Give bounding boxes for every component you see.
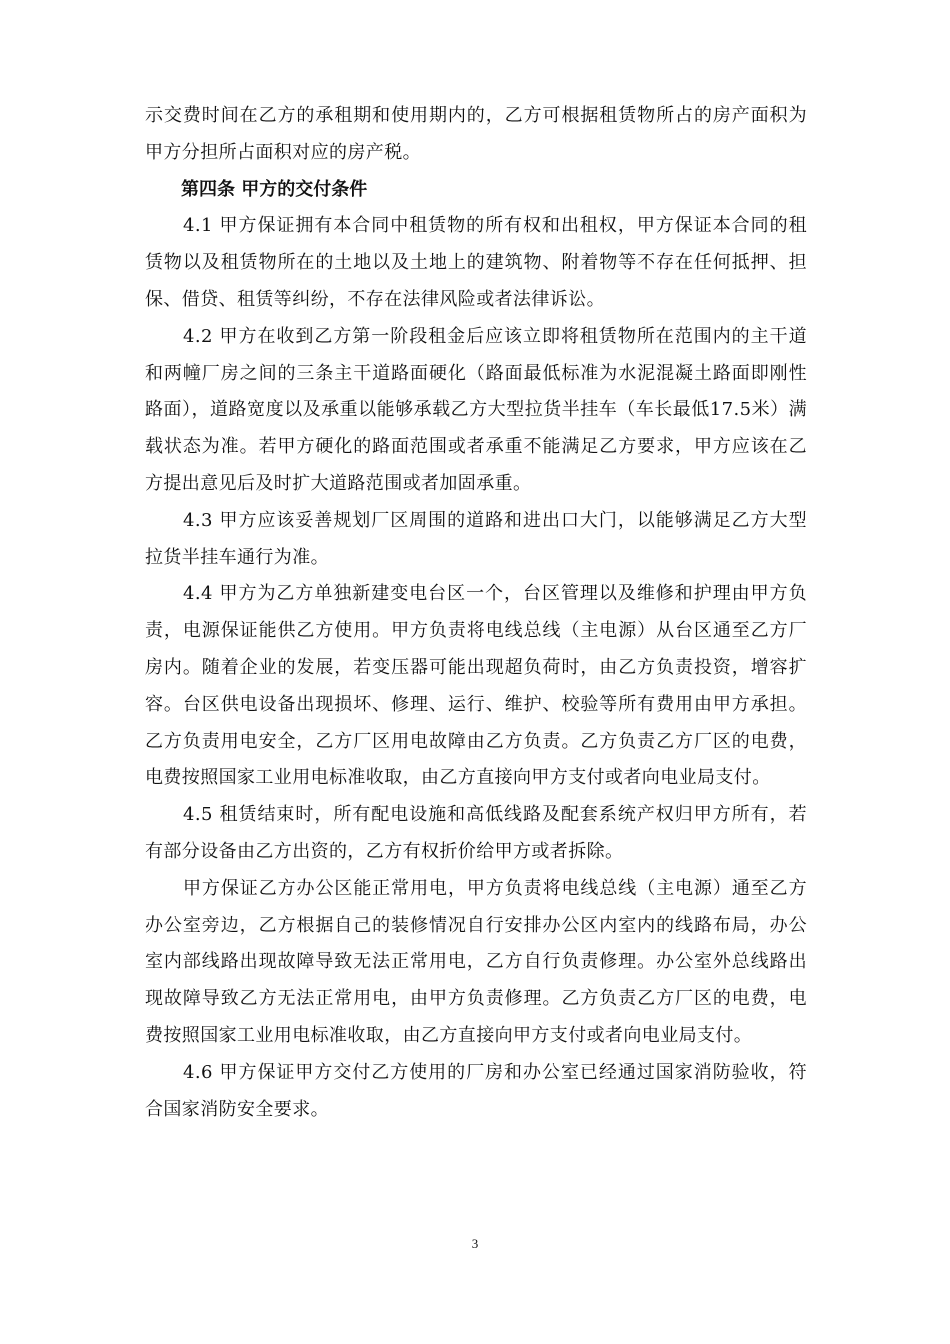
paragraph-office-power: 甲方保证乙方办公区能正常用电，甲方负责将电线总线（主电源）通至乙方办公室旁边，乙方根据自己的装修情况自行安排办公区内室内的线路布局，办公室内部线路出现故障导致无法正常用电，乙方自行负责修理。办公室外总线路出现故障导致乙方无法正常用电，由甲方负责修理。乙方负责乙方厂区的电费，电费按照国家工业用电标准收取，由乙方直接向甲方支付或者向电业局支付。 bbox=[145, 877, 807, 1046]
paragraph-4-1: 4.1 甲方保证拥有本合同中租赁物的所有权和出租权，甲方保证本合同的租赁物以及租赁物所在的土地以及土地上的建筑物、附着物等不存在任何抵押、担保、借贷、租赁等纠纷，不存在法律风险或者法律诉讼。 bbox=[145, 215, 807, 310]
page-number: 3 bbox=[471, 1236, 479, 1251]
paragraph-4-4: 4.4 甲方为乙方单独新建变电台区一个，台区管理以及维修和护理由甲方负责，电源保证能供乙方使用。甲方负责将电线总线（主电源）从台区通至乙方厂房内。随着企业的发展，若变压器可能出现超负荷时，由乙方负责投资，增容扩容。台区供电设备出现损坏、修理、运行、维护、校验等所有费用由甲方承担。乙方负责用电安全，乙方厂区用电故障由乙方负责。乙方负责乙方厂区的电费，电费按照国家工业用电标准收取，由乙方直接向甲方支付或者向电业局支付。 bbox=[145, 583, 807, 789]
paragraph-4-3: 4.3 甲方应该妥善规划厂区周围的道路和进出口大门，以能够满足乙方大型拉货半挂车通行为准。 bbox=[145, 509, 807, 568]
paragraph-4-6: 4.6 甲方保证甲方交付乙方使用的厂房和办公室已经通过国家消防验收，符合国家消防安全要求。 bbox=[145, 1061, 807, 1120]
paragraph-continuation: 示交费时间在乙方的承租期和使用期内的，乙方可根据租赁物所占的房产面积为甲方分担所占面积对应的房产税。 bbox=[145, 105, 807, 163]
paragraph-4-5: 4.5 租赁结束时，所有配电设施和高低线路及配套系统产权归甲方所有，若有部分设备由乙方出资的，乙方有权折价给甲方或者拆除。 bbox=[145, 804, 807, 862]
document-body bbox=[145, 98, 807, 1128]
section-heading: 第四条 甲方的交付条件 bbox=[181, 178, 368, 200]
paragraph-4-2: 4.2 甲方在收到乙方第一阶段租金后应该立即将租赁物所在范围内的主干道和两幢厂房之间的三条主干道路面硬化（路面最低标准为水泥混凝土路面即刚性路面），道路宽度以及承重以能够承载乙方大型拉货半挂车（车长最低17.5米）满载状态为准。若甲方硬化的路面范围或者承重不能满足乙方要求，甲方应该在乙方提出意见后及时扩大道路范围或者加固承重。 bbox=[145, 325, 807, 494]
